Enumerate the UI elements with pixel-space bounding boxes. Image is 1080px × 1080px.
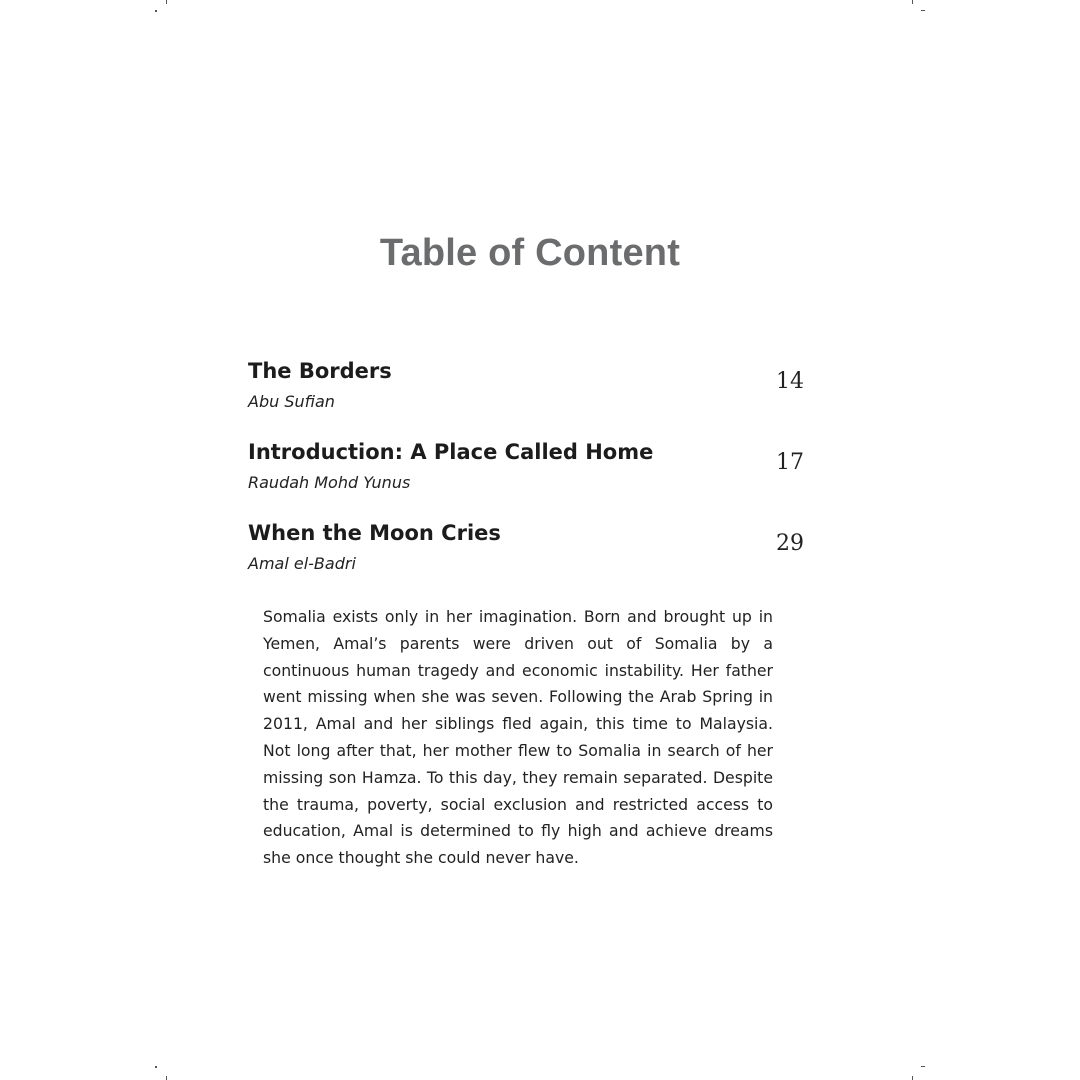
crop-mark-bottom-left-tick (166, 1076, 167, 1080)
crop-mark-top-left-tick (166, 0, 167, 4)
toc-entry-page-number: 29 (776, 531, 804, 556)
toc-entry-when-the-moon-cries[interactable] (248, 521, 808, 581)
toc-entry-page-number: 14 (776, 369, 804, 394)
toc-entry-author: Amal el-Badri (248, 554, 356, 573)
toc-entry-author: Raudah Mohd Yunus (248, 473, 411, 492)
toc-entry-title: The Borders (248, 359, 392, 383)
toc-entry-the-borders[interactable] (248, 359, 808, 419)
crop-mark-top-right (921, 10, 925, 11)
crop-mark-bottom-right-tick (912, 1076, 913, 1080)
crop-mark-bottom-right (921, 1066, 925, 1067)
toc-entry-author: Abu Sufian (248, 392, 335, 411)
toc-entry-title: Introduction: A Place Called Home (248, 440, 654, 464)
chapter-synopsis: Somalia exists only in her imagination. Born and brought up in Yemen, Amal’s parents were driven out of Somalia by a continuous human tragedy and economic instability. Her father went missing when she was seven. Following the Arab Spring in 2011, Amal and her siblings fled again, this time to Malaysia. Not long after that, her mother flew to Somalia in search of her missing son Hamza. To this day, they remain separated. Despite the trauma, poverty, social exclusion and restricted access to education, Amal is determined to fly high and achieve dreams she once thought she could never have. (263, 607, 773, 868)
toc-entry-title: When the Moon Cries (248, 521, 501, 545)
crop-mark-top-right-tick (912, 0, 913, 4)
toc-entry-page-number: 17 (776, 450, 804, 475)
page-title: Table of Content (379, 232, 681, 274)
crop-mark-bottom-left (155, 1066, 157, 1068)
crop-mark-top-left (155, 10, 157, 12)
toc-entry-introduction[interactable] (248, 440, 808, 500)
